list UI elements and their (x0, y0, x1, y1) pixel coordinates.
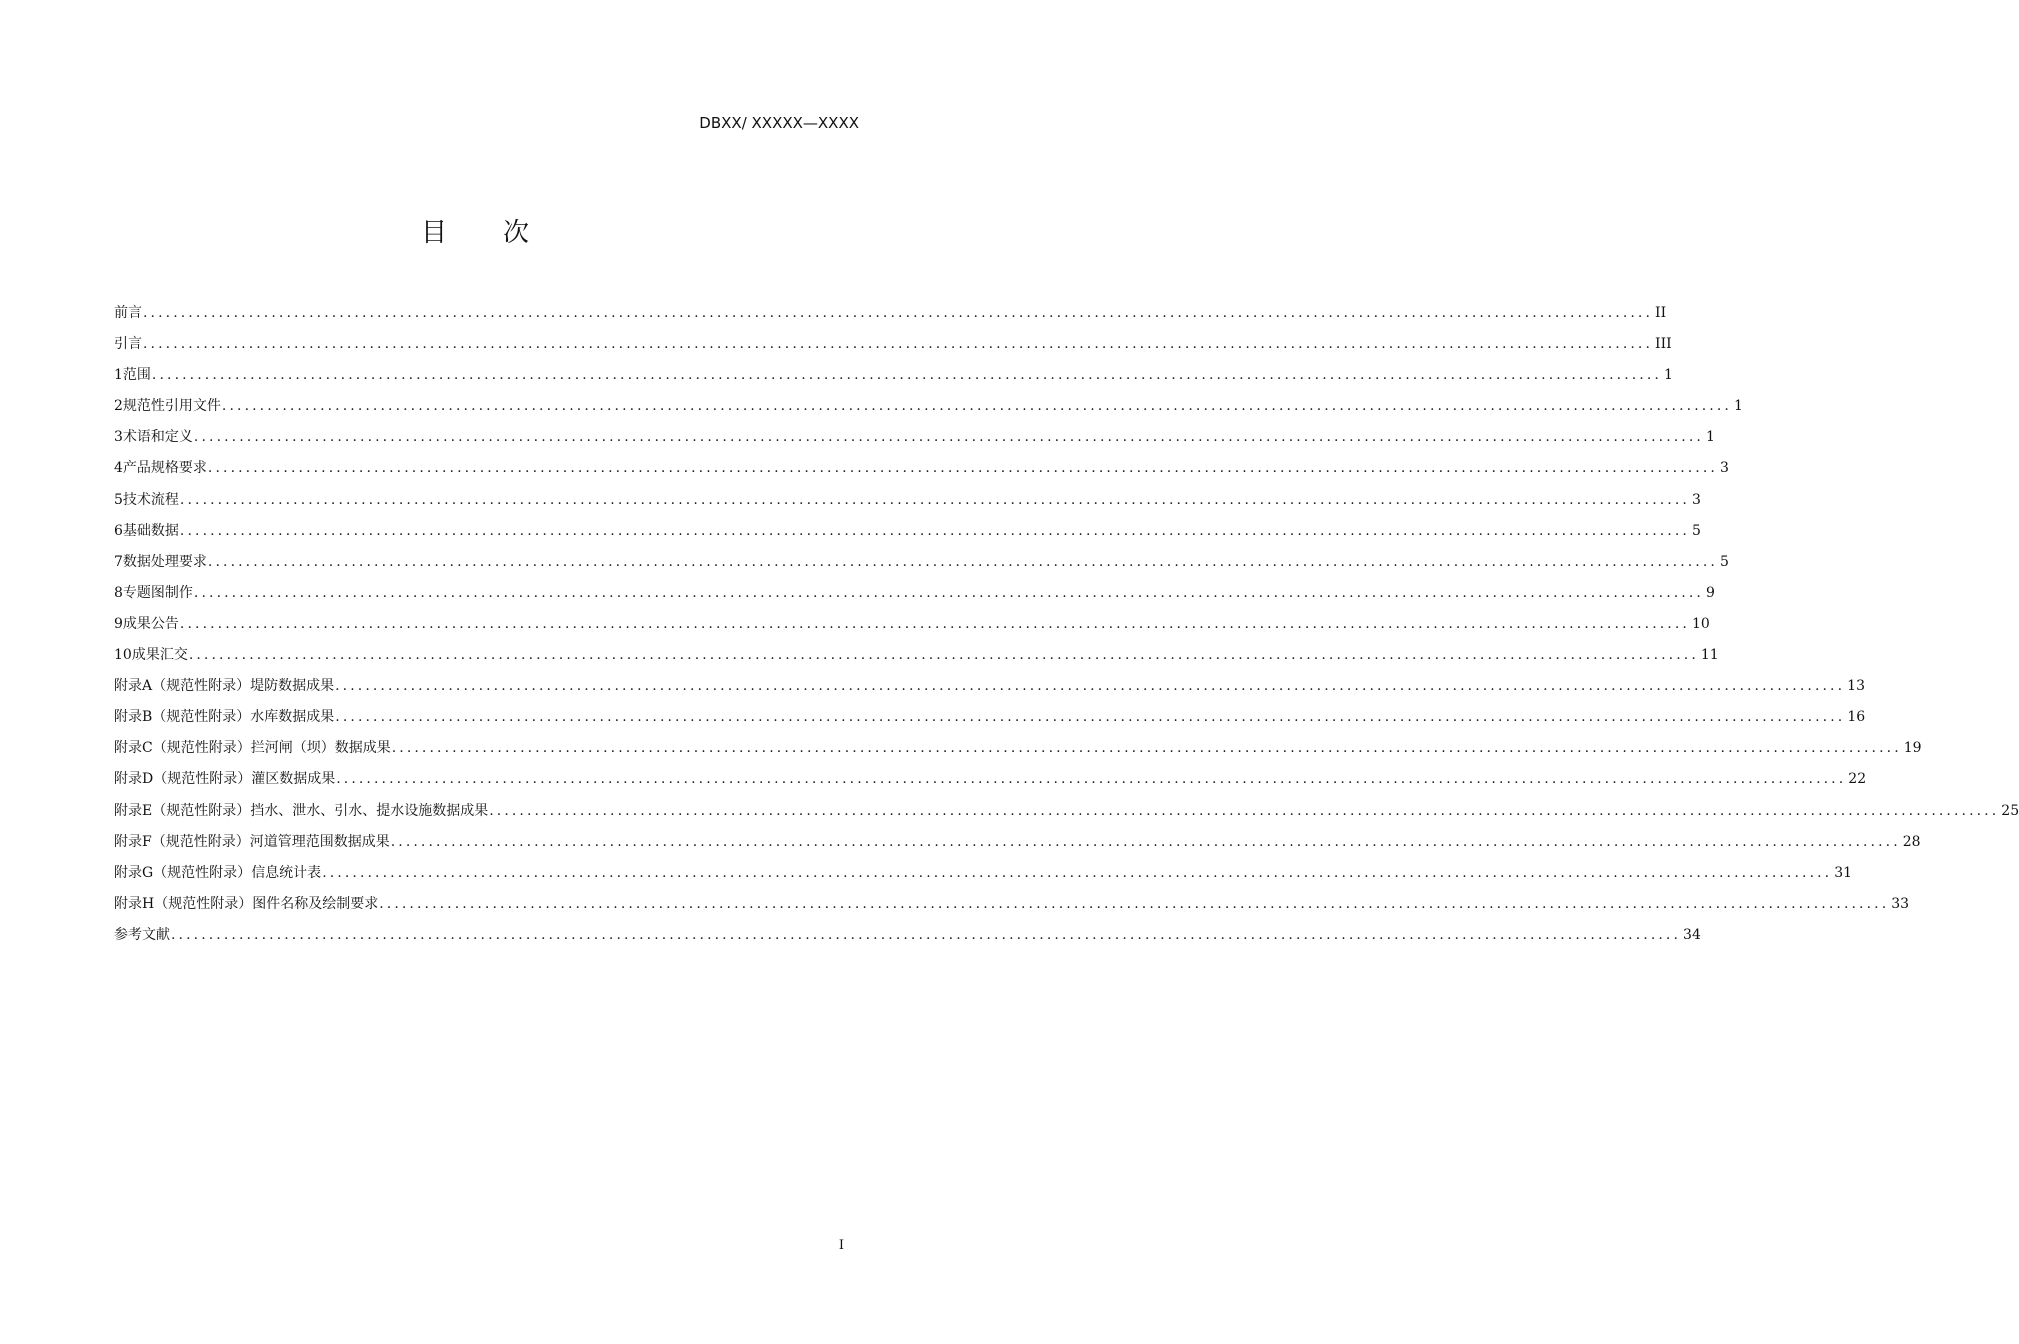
toc-entry[interactable] (114, 457, 1729, 488)
toc-entry-appendix: 附录F（规范性附录） (114, 833, 250, 850)
dot-leader: ........................................................................................................................................................................................................ (322, 864, 1833, 881)
toc-entry-label: 专题图制作 (122, 584, 193, 601)
toc-entry-page: 22 (1848, 771, 1867, 788)
toc-entry[interactable] (114, 862, 1853, 893)
toc-entry-number: 9 (114, 615, 123, 632)
dot-leader: ........................................................................................................................................................................................................ (193, 584, 1704, 601)
toc-entry-label: 成果公告 (122, 615, 179, 632)
dot-leader: ........................................................................................................................................................................................................ (489, 802, 2000, 819)
dot-leader: ........................................................................................................................................................................................................ (207, 460, 1718, 477)
page-title: 目次 (420, 218, 585, 248)
toc-entry[interactable] (114, 924, 1701, 955)
dot-leader: ........................................................................................................................................................................................................ (143, 305, 1654, 321)
toc-entry[interactable] (114, 800, 2019, 831)
toc-entry-number: 5 (114, 491, 123, 508)
toc-entry-label: 数据处理要求 (122, 553, 207, 570)
toc-entry-number: 3 (114, 429, 123, 446)
toc-entry-label: 前言 (114, 305, 142, 321)
toc-entry-number: 7 (114, 553, 123, 570)
toc-entry-page: 1 (1733, 398, 1743, 415)
dot-leader: ........................................................................................................................................................................................................ (171, 926, 1682, 943)
toc-entry[interactable] (114, 644, 1719, 675)
toc-entry-appendix: 附录A（规范性附录） (114, 678, 251, 695)
dot-leader: ........................................................................................................................................................................................................ (151, 367, 1662, 384)
toc-entry-label: 成果汇交 (131, 647, 188, 664)
toc-entry-label: 参考文献 (114, 926, 170, 943)
toc-entry[interactable] (114, 768, 1867, 799)
toc-entry-number: 10 (114, 647, 132, 664)
toc-entry-label: 挡水、泄水、引水、提水设施数据成果 (250, 802, 489, 819)
toc-entry-appendix: 附录E（规范性附录） (114, 802, 251, 819)
toc-entry-appendix: 附录B（规范性附录） (114, 709, 251, 726)
toc-entry-label: 拦河闸（坝）数据成果 (250, 740, 391, 757)
toc-entry[interactable] (114, 893, 1910, 924)
dot-leader: ........................................................................................................................................................................................................ (179, 491, 1690, 508)
toc-entry-page: 5 (1691, 522, 1701, 539)
toc-entry-number: 1 (114, 367, 123, 384)
dot-leader: ........................................................................................................................................................................................................ (143, 336, 1654, 353)
toc-entry-page: III (1655, 336, 1672, 353)
toc-entry-label: 范围 (122, 367, 151, 384)
toc-entry[interactable] (114, 675, 1865, 706)
toc-entry-appendix: 附录H（规范性附录） (114, 895, 253, 912)
toc-entry[interactable] (114, 333, 1672, 364)
dot-leader: ........................................................................................................................................................................................................ (179, 522, 1690, 539)
table-of-contents (114, 302, 2019, 955)
toc-entry-page: 33 (1891, 895, 1910, 912)
toc-entry-page: 16 (1847, 709, 1866, 726)
toc-entry-label: 图件名称及绘制要求 (252, 895, 379, 912)
toc-entry[interactable] (114, 551, 1729, 582)
toc-entry-label: 信息统计表 (251, 864, 322, 881)
toc-entry-label: 水库数据成果 (250, 709, 335, 726)
toc-entry-label: 技术流程 (122, 491, 179, 508)
toc-entry-label: 灌区数据成果 (251, 771, 336, 788)
document-id: DBXX/ XXXXX—XXXX (699, 114, 859, 132)
toc-entry-page: 28 (1902, 833, 1921, 850)
dot-leader: ........................................................................................................................................................................................................ (335, 678, 1846, 695)
toc-entry-page: 25 (2001, 802, 2019, 819)
toc-entry-page: 13 (1847, 678, 1865, 695)
dot-leader: ........................................................................................................................................................................................................ (179, 615, 1690, 632)
dot-leader: ........................................................................................................................................................................................................ (336, 771, 1847, 788)
toc-entry[interactable] (114, 613, 1710, 644)
toc-entry[interactable] (114, 426, 1715, 457)
toc-entry-appendix: 附录C（规范性附录） (114, 740, 251, 757)
toc-entry-label: 堤防数据成果 (250, 678, 335, 695)
toc-entry[interactable] (114, 582, 1715, 613)
toc-entry-number: 8 (114, 584, 123, 601)
toc-entry-page: 10 (1691, 615, 1710, 632)
toc-entry-number: 4 (114, 460, 123, 477)
dot-leader: ........................................................................................................................................................................................................ (335, 709, 1846, 726)
toc-entry-page: 9 (1705, 584, 1715, 601)
dot-leader: ........................................................................................................................................................................................................ (193, 429, 1704, 446)
dot-leader: ........................................................................................................................................................................................................ (390, 833, 1901, 850)
toc-entry-page: 19 (1903, 740, 1922, 757)
toc-entry[interactable] (114, 302, 1667, 333)
toc-entry-page: 34 (1683, 926, 1701, 943)
toc-entry-page: 31 (1834, 864, 1853, 881)
toc-entry-label: 术语和定义 (122, 429, 193, 446)
toc-entry[interactable] (114, 737, 1922, 768)
toc-entry-page: 11 (1700, 647, 1719, 664)
toc-entry-page: II (1655, 305, 1667, 321)
toc-entry[interactable] (114, 489, 1701, 520)
dot-leader: ........................................................................................................................................................................................................ (379, 895, 1890, 912)
toc-entry-page: 3 (1719, 460, 1729, 477)
dot-leader: ........................................................................................................................................................................................................ (207, 553, 1718, 570)
toc-entry-label: 引言 (114, 336, 142, 353)
toc-entry[interactable] (114, 395, 1743, 426)
toc-entry-number: 6 (114, 522, 123, 539)
toc-entry-page: 1 (1663, 367, 1673, 384)
toc-entry[interactable] (114, 520, 1701, 551)
toc-entry-label: 基础数据 (122, 522, 179, 539)
dot-leader: ........................................................................................................................................................................................................ (221, 398, 1732, 415)
toc-entry-appendix: 附录G（规范性附录） (114, 864, 252, 881)
toc-entry-page: 1 (1705, 429, 1715, 446)
toc-entry-label: 河道管理范围数据成果 (249, 833, 390, 850)
toc-entry-label: 规范性引用文件 (122, 398, 221, 415)
toc-entry-number: 2 (114, 398, 123, 415)
toc-entry-page: 3 (1691, 491, 1701, 508)
toc-entry-label: 产品规格要求 (122, 460, 207, 477)
page-number: I (838, 1238, 844, 1253)
toc-entry[interactable] (114, 706, 1866, 737)
dot-leader: ........................................................................................................................................................................................................ (391, 740, 1902, 757)
toc-entry[interactable] (114, 831, 1921, 862)
toc-entry-page: 5 (1719, 553, 1729, 570)
dot-leader: ........................................................................................................................................................................................................ (188, 647, 1699, 664)
toc-entry[interactable] (114, 364, 1673, 395)
toc-entry-appendix: 附录D（规范性附录） (114, 771, 252, 788)
